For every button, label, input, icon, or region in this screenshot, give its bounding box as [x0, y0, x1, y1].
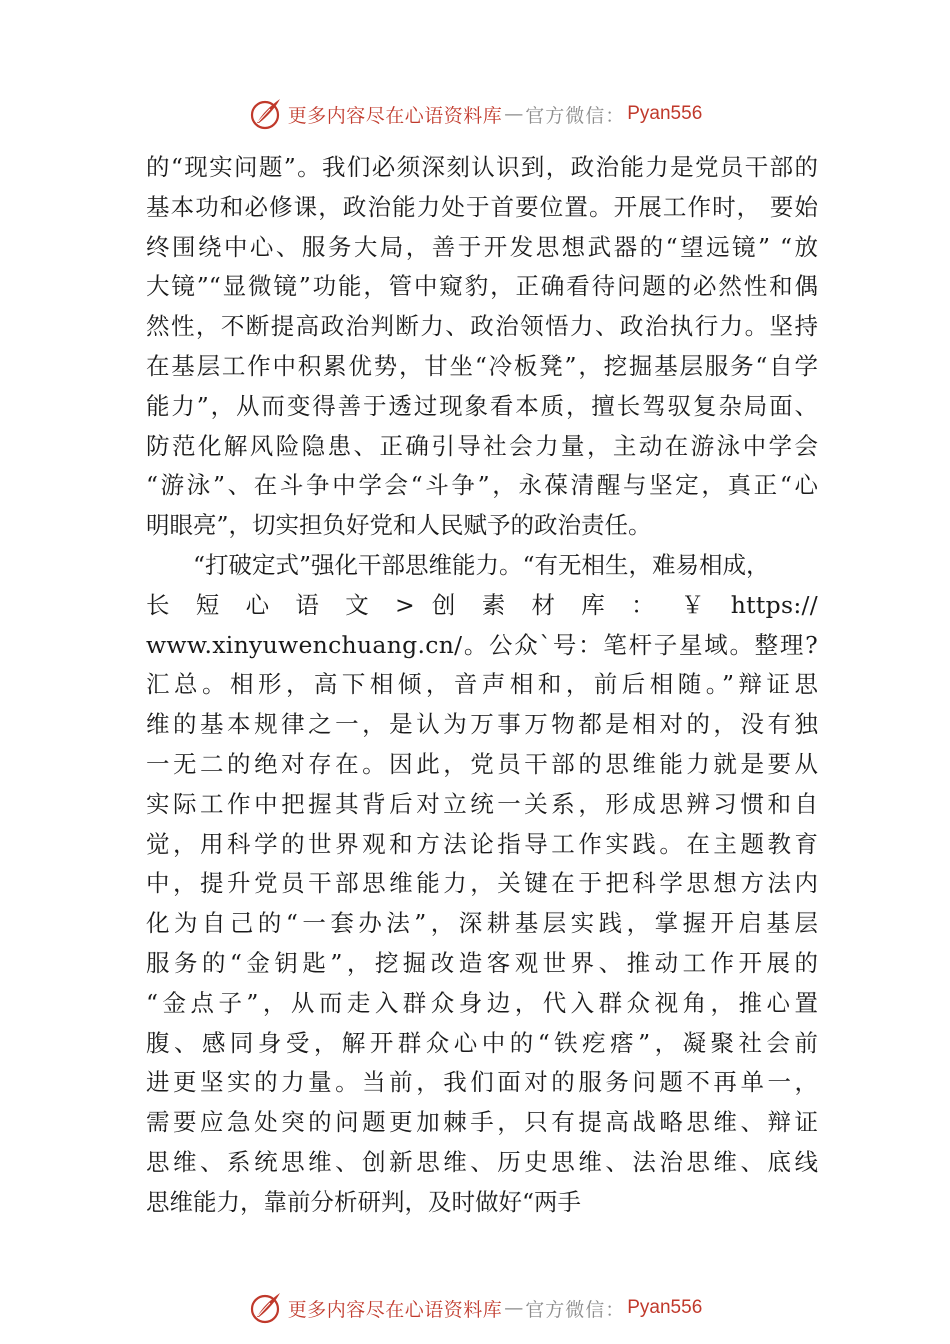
text-line: 化为自己的“一套办法”，深耕基层实践，掌握开启基层 — [146, 909, 818, 938]
banner-wechat-label: 官方微信： — [525, 1298, 626, 1321]
paragraph-start-line: “打破定式”强化干部思维能力。“有无相生，难易相成， — [193, 550, 770, 579]
text-line: www.xinyuwenchuang.cn/。公众`号：笔杆子星域。整理? — [146, 630, 818, 659]
text-line: 汇总。相形，高下相倾，音声相和，前后相随。”辩证思 — [146, 670, 818, 699]
header-watermark-banner — [0, 92, 950, 136]
text-line: “金点子”，从而走入群众身边，代入群众视角，推心置 — [146, 988, 818, 1017]
text-line: 思维能力，靠前分析研判，及时做好“两手 — [146, 1187, 582, 1216]
text-line: 需要应急处突的问题更加棘手，只有提高战略思维、辩证 — [146, 1108, 818, 1137]
text-line: 的“现实问题”。我们必须深刻认识到，政治能力是党员干部的 — [146, 153, 818, 181]
banner-main-text: 更多内容尽在心语资料库 — [287, 104, 503, 127]
text-line: 实际工作中把握其背后对立统一关系，形成思辨习惯和自 — [146, 789, 818, 818]
text-line: 一无二的绝对存在。因此，党员干部的思维能力就是要从 — [146, 749, 818, 778]
banner-wechat-label: 官方微信： — [525, 104, 626, 127]
quill-circle-logo-icon — [248, 1290, 284, 1326]
text-line: 进更坚实的力量。当前，我们面对的服务问题不再单一， — [146, 1068, 818, 1097]
banner-main-text: 更多内容尽在心语资料库 — [287, 1298, 503, 1321]
text-line: 长 短 心 语 文 > 创 素 材 库 ： ￥ https:// — [146, 590, 818, 619]
text-line: 服务的“金钥匙”，挖掘改造客观世界、推动工作开展的 — [146, 948, 818, 977]
quill-circle-logo-icon — [248, 96, 284, 132]
text-line: 终围绕中心、服务大局，善于开发思想武器的“望远镜” “放 — [146, 232, 818, 261]
text-line: 然性，不断提高政治判断力、政治领悟力、政治执行力。坚持 — [146, 312, 818, 341]
text-line: 基本功和必修课，政治能力处于首要位置。开展工作时， 要始 — [146, 192, 818, 221]
banner-wechat-id: Pyan556 — [627, 103, 703, 124]
text-line: 中，提升党员干部思维能力，关键在于把科学思想方法内 — [146, 869, 818, 898]
text-line: 觉，用科学的世界观和方法论指导工作实践。在主题教育 — [146, 829, 818, 858]
text-line: 防范化解风险隐患、正确引导社会力量，主动在游泳中学会 — [146, 431, 818, 460]
footer-watermark-banner — [0, 1286, 950, 1330]
text-line: 能力”，从而变得善于透过现象看本质，擅长驾驭复杂局面、 — [146, 391, 818, 420]
text-line: 大镜”“显微镜”功能，管中窥豹，正确看待问题的必然性和偶 — [146, 272, 818, 301]
banner-dash: — — [504, 1297, 524, 1319]
text-line: 维的基本规律之一，是认为万事万物都是相对的，没有独 — [146, 710, 818, 739]
text-line: 腹、感同身受，解开群众心中的“铁疙瘩”，凝聚社会前 — [146, 1028, 818, 1057]
text-line: “游泳”、在斗争中学会“斗争”，永葆清醒与坚定，真正“心 — [146, 471, 818, 500]
text-line: 在基层工作中积累优势，甘坐“冷板凳”，挖掘基层服务“自学 — [146, 351, 818, 380]
text-line: 明眼亮”，切实担负好党和人民赋予的政治责任。 — [146, 511, 652, 540]
banner-wechat-id: Pyan556 — [627, 1297, 703, 1318]
text-line: 思维、系统思维、创新思维、历史思维、法治思维、底线 — [146, 1147, 818, 1176]
document-body — [146, 148, 818, 1223]
banner-dash: — — [504, 103, 524, 125]
